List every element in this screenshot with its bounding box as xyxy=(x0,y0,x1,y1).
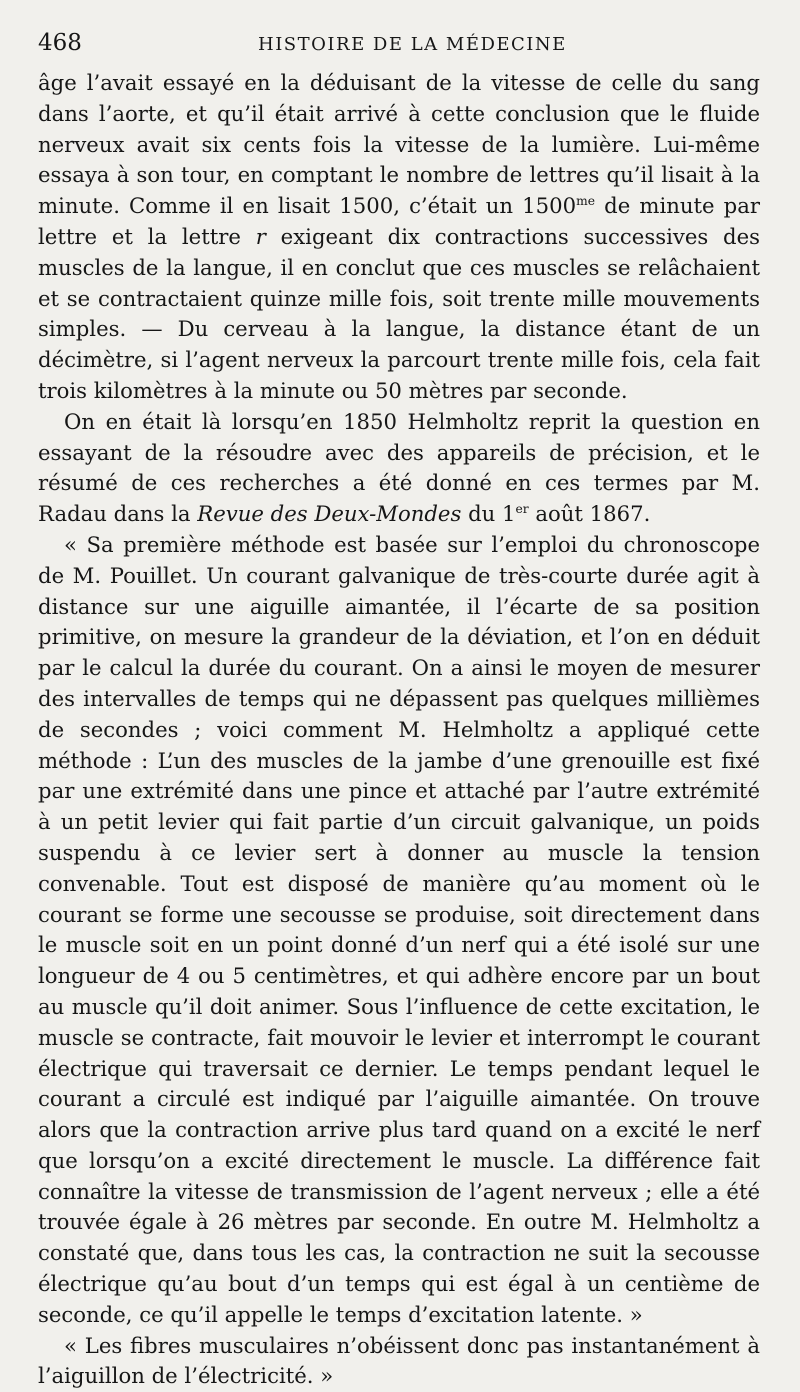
journal-title: Revue des Deux-Mondes xyxy=(197,501,462,527)
superscript-me: me xyxy=(576,194,596,209)
paragraph-4-quote: « Les fibres musculaires n’obéissent donc pas instantanément à l’aiguillon de l’électricité. » xyxy=(38,1332,760,1389)
paragraph-3-quote: « Sa première méthode est basée sur l’emploi du chronoscope de M. Pouillet. Un courant galvanique de très-courte durée agit à distance sur une aiguille aimantée, il l’écarte de sa position primitive, on mesure la grandeur de la déviation, et l’on en déduit par le calcul la durée du courant. On a ainsi le moyen de mesurer des intervalles de temps qui ne dépassent pas quelques millièmes de secondes ; voici comment M. Helmholtz a appliqué cette méthode : L’un des muscles de la jambe d’une grenouille est fixé par une extrémité dans une pince et attaché par l’autre extrémité à un petit levier qui fait partie d’un circuit galvanique, un poids suspendu à ce levier sert à donner au muscle la tension convenable. Tout est disposé de manière qu’au moment où le courant se forme une secousse se produise, soit directement dans le muscle soit en un point donné d’un nerf qui a été isolé sur une longueur de 4 ou 5 centimètres, et qui adhère encore par un bout au muscle qu’il doit animer. Sous l’influence de cette excitation, le muscle se contracte, fait mouvoir le levier et interrompt le courant électrique qui traversait ce dernier. Le temps pendant lequel le courant a circulé est indiqué par l’aiguille aimantée. On trouve alors que la contraction arrive plus tard quand on a excité le nerf que lorsqu’on a excité directement le muscle. La différence fait connaître la vitesse de transmission de l’agent nerveux ; elle a été trouvée égale à 26 mètres par seconde. En outre M. Helmholtz a constaté que, dans tous les cas, la contraction ne suit la secousse électrique qu’au bout d’un temps qui est égal à un centième de seconde, ce qu’il appelle le temps d’excitation latente. » xyxy=(38,531,760,1327)
paragraph-1-text-c: exigeant dix contractions successives des muscles de la langue, il en conclut que ces muscles se relâchaient et se contractaient quinze mille fois, soit trente mille mouvements simples. — Du cerveau à la langue, la distance étant de un décimètre, si l’agent nerveux la parcourt trente mille fois, cela fait trois kilomètres à la minute ou 50 mètres par seconde. xyxy=(38,223,761,403)
paragraph-1-text-a: âge l’avait essayé en la déduisant de la vitesse de celle du sang dans l’aorte, et qu’il était arrivé à cette conclusion que le fluide nerveux avait six cents fois la vitesse de la lumière. Lui-même essaya à son tour, en comptant le nombre de lettres qu’il lisait à la minute. Comme il en lisait 1500, c’était un 1500 xyxy=(38,70,760,219)
running-title: HISTOIRE DE LA MÉDECINE xyxy=(258,34,567,55)
paragraph-2 xyxy=(38,407,760,530)
superscript-er: er xyxy=(515,502,529,517)
paragraph-2-text-c: août 1867. xyxy=(528,501,651,527)
paragraph-1 xyxy=(38,68,760,407)
italic-letter-r: r xyxy=(255,223,266,249)
paragraph-2-text-a: On en était là lorsqu’en 1850 Helmholtz reprit la question en essayant de la résoudre avec des appareils de précision, et le résumé de ces recherches a été donné en ces termes par M. Radau dans la xyxy=(38,408,760,527)
paragraph-1-text-b: de minute par lettre et la lettre xyxy=(38,193,760,249)
paragraph-2-text-b: du 1 xyxy=(461,501,516,527)
page-header xyxy=(38,30,760,66)
book-page xyxy=(38,30,760,1392)
body-text xyxy=(38,68,760,1392)
page-number: 468 xyxy=(38,30,82,56)
